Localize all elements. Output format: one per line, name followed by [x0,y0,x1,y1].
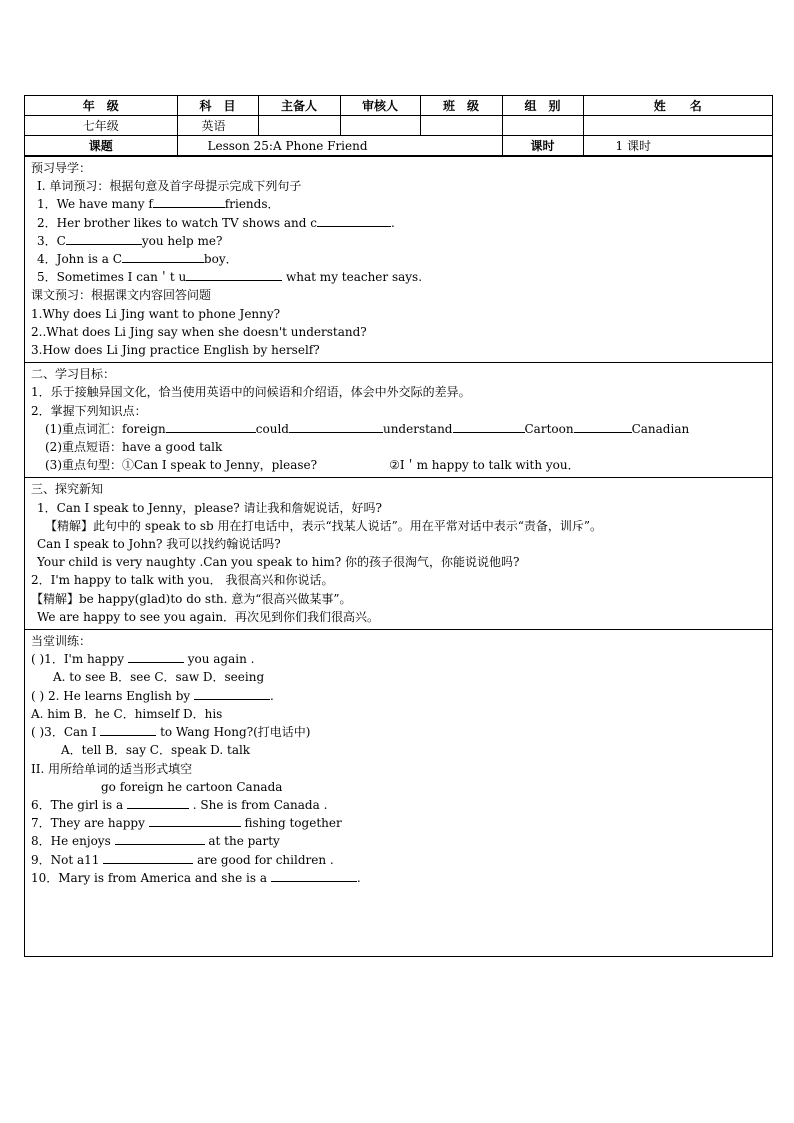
preview-title: 预习导学： [31,161,92,175]
text-question-3: 3.How does Li Jing practice English by herself? [31,343,320,358]
value-subject: 英语 [177,116,258,136]
value-topic: Lesson 25:A Phone Friend [177,136,502,156]
explore-point-1: 1．Can I speak to Jenny，please? 请让我和詹妮说话，好吗? [37,500,382,515]
goals-section [25,362,772,477]
explore-section [25,477,772,629]
practice-section [25,629,772,956]
vocab-question-5: 5．Sometimes I can＇t u what my teacher says. [37,270,423,285]
label-class: 班 级 [420,96,502,116]
answer-blank[interactable] [122,250,204,263]
fill-question-6: 6．The girl is a . She is from Canada . [31,797,328,812]
answer-blank[interactable] [115,832,205,845]
answer-blank[interactable] [317,214,391,227]
practice-title: 当堂训练： [31,634,92,649]
answer-blank[interactable] [574,420,632,433]
fill-question-9: 9．Not a11 are good for children . [31,852,334,867]
header-table [25,96,772,156]
value-grade: 七年级 [25,116,177,136]
answer-blank[interactable] [166,420,256,433]
value-reviewer [340,116,420,136]
mc-question-2: ( ) 2. He learns English by . [31,688,274,703]
label-preparer: 主备人 [258,96,340,116]
label-group: 组 别 [502,96,583,116]
goal-2: 2．掌握下列知识点： [31,403,147,418]
answer-blank[interactable] [66,232,142,245]
answer-blank[interactable] [186,268,282,281]
explanation-2: 【精解】be happy(glad)to do sth. 意为“很高兴做某事”。 [31,591,352,606]
value-group [502,116,583,136]
answer-blank[interactable] [149,814,241,827]
answer-blank[interactable] [289,420,383,433]
value-name [583,116,772,136]
mc-question-1: ( )1．I'm happy you again . [31,652,255,667]
fill-question-7: 7．They are happy fishing together [31,816,342,831]
value-class [420,116,502,136]
mc-options-2: A. him B．he C．himself D．his [31,706,223,721]
answer-blank[interactable] [194,687,270,700]
example-1: Can I speak to John? 我可以找约翰说话吗? [37,537,281,552]
key-vocabulary: (1)重点词汇：foreign could understand Cartoon Canadian [45,421,690,436]
vocab-question-2: 2．Her brother likes to watch TV shows and c . [37,215,395,230]
fill-question-8: 8．He enjoys at the party [31,834,280,849]
value-period: 1 课时 [583,136,772,156]
explore-title: 三、探究新知 [31,482,104,497]
answer-blank[interactable] [103,851,193,864]
preview-section [25,156,772,362]
example-2: Your child is very naughty .Can you speak to him? 你的孩子很淘气，你能说说他吗? [37,555,520,570]
value-preparer [258,116,340,136]
text-question-2: 2..What does Li Jing say when she doesn't understand? [31,324,367,339]
goal-1: 1．乐于接触异国文化，恰当使用英语中的问候语和介绍语，体会中外交际的差异。 [31,385,471,400]
label-period: 课时 [502,136,583,156]
label-reviewer: 审核人 [340,96,420,116]
vocab-question-1: 1．We have many f friends． [37,197,280,212]
vocab-question-3: 3．C you help me? [37,233,223,248]
blank-space [31,887,766,953]
label-subject: 科 目 [177,96,258,116]
answer-blank[interactable] [453,420,525,433]
label-topic: 课题 [25,136,177,156]
header-row-values [25,116,772,136]
answer-blank[interactable] [127,796,189,809]
vocab-preview-title: Ⅰ. 单词预习：根据句意及首字母提示完成下列句子 [37,179,302,194]
mc-options-3: A．tell B．say C．speak D. talk [61,743,251,758]
goals-title: 二、学习目标： [31,367,116,382]
header-row-topic [25,136,772,156]
example-3: We are happy to see you again．再次见到你们我们很高兴。 [37,609,380,624]
label-name: 姓 名 [583,96,772,116]
mc-options-1: A. to see B．see C．saw D．seeing [53,670,265,685]
word-bank: go foreign he cartoon Canada [101,779,283,794]
lesson-plan-sheet [24,95,773,957]
key-sentences: (3)重点句型：①Can I speak to Jenny，please? ②I＇m happy to talk with you． [45,458,580,473]
fill-question-10: 10．Mary is from America and she is a . [31,870,361,885]
answer-blank[interactable] [271,869,357,882]
answer-blank[interactable] [100,723,156,736]
text-preview-title: 课文预习：根据课文内容回答问题 [31,288,212,303]
key-phrase: (2)重点短语：have a good talk [45,440,223,455]
vocab-question-4: 4．John is a C boy． [37,252,238,267]
answer-blank[interactable] [128,650,184,663]
fill-in-title: II. 用所给单词的适当形式填空 [31,761,193,776]
explore-point-2: 2．I'm happy to talk with you． 我很高兴和你说话。 [31,573,334,588]
answer-blank[interactable] [153,195,225,208]
mc-question-3: ( )3．Can I to Wang Hong?(打电话中) [31,725,311,740]
label-grade: 年 级 [25,96,177,116]
explanation-1: 【精解】此句中的 speak to sb 用在打电话中，表示“找某人说话”。用在平常对话中表示“责备，训斥”。 [45,518,603,533]
text-question-1: 1.Why does Li Jing want to phone Jenny? [31,306,281,321]
header-row-labels [25,96,772,116]
